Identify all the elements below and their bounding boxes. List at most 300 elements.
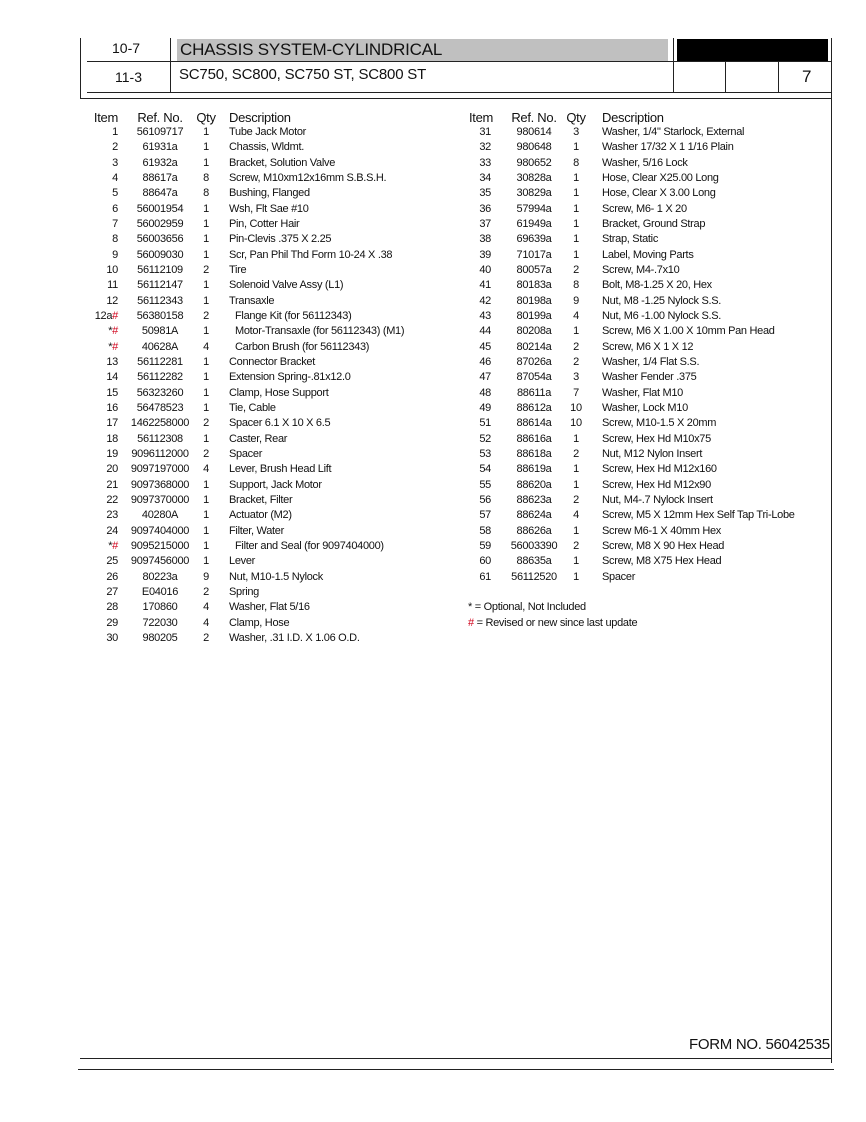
description: Screw, M6 X 1 X 12 (602, 340, 694, 353)
ref-number: 980648 (516, 141, 552, 154)
item-number: 10 (106, 263, 118, 276)
table-row (84, 370, 424, 385)
description: Spring (229, 585, 259, 598)
description: Pin-Clevis .375 X 2.25 (229, 233, 332, 246)
ref-number: 56009030 (136, 248, 184, 261)
description: Bolt, M8-1.25 X 20, Hex (602, 279, 712, 292)
table-row (469, 202, 829, 217)
item-number: 13 (106, 355, 118, 368)
item-number: 14 (106, 371, 118, 384)
description: Screw, M10-1.5 X 20mm (602, 417, 717, 430)
description: Screw, M8 X 90 Hex Head (602, 539, 725, 552)
table-row (469, 554, 829, 569)
item-number: 23 (106, 509, 118, 522)
table-row (84, 600, 424, 615)
description: Transaxle (229, 294, 275, 307)
ref-number: 170860 (142, 601, 178, 614)
table-row (469, 263, 829, 278)
item-number: 36 (479, 202, 491, 215)
table-row (469, 539, 829, 554)
description: Spacer (602, 570, 636, 583)
frame-divider-line (673, 38, 674, 92)
item-number: 48 (479, 386, 491, 399)
quantity: 2 (203, 417, 209, 430)
ref-number: 9095215000 (130, 539, 190, 552)
item-number: 57 (479, 509, 491, 522)
ref-number: 40628A (141, 340, 179, 353)
description: Filter and Seal (for 9097404000) (235, 539, 384, 552)
quantity: 1 (203, 493, 209, 506)
item-number: 27 (106, 585, 118, 598)
description: Clamp, Hose (229, 616, 290, 629)
description: Connector Bracket (229, 355, 315, 368)
item-number: 39 (479, 248, 491, 261)
quantity: 2 (573, 493, 579, 506)
table-row (469, 140, 829, 155)
footer-rule (80, 1058, 832, 1059)
quantity: 1 (573, 325, 579, 338)
table-row (469, 278, 829, 293)
table-row (84, 570, 424, 585)
table-row (84, 508, 424, 523)
item-number: 30 (106, 631, 118, 644)
table-row (84, 493, 424, 508)
description: Actuator (M2) (229, 509, 292, 522)
quantity: 4 (573, 309, 579, 322)
ref-number: 980652 (516, 156, 552, 169)
quantity: 2 (203, 263, 209, 276)
page-number-bottom: 11-3 (115, 69, 142, 85)
ref-number: 88624a (516, 509, 552, 522)
ref-number: 61931a (142, 141, 178, 154)
item-number: *# (108, 340, 118, 353)
quantity: 1 (573, 217, 579, 230)
item-number: 7 (112, 217, 118, 230)
description: Washer, Flat 5/16 (229, 601, 310, 614)
description: Screw, Hex Hd M12x160 (602, 463, 717, 476)
ref-number: 9097456000 (130, 555, 190, 568)
quantity: 1 (203, 478, 209, 491)
quantity: 2 (573, 447, 579, 460)
ref-number: 61949a (516, 217, 552, 230)
quantity: 3 (573, 126, 579, 138)
quantity: 1 (573, 187, 579, 200)
item-number: 55 (479, 478, 491, 491)
description: Pin, Cotter Hair (229, 217, 300, 230)
revised-mark: # (112, 340, 118, 353)
description: Screw, Hex Hd M12x90 (602, 478, 711, 491)
item-number: 56 (479, 493, 491, 506)
description: Nut, M12 Nylon Insert (602, 447, 703, 460)
item-number: 18 (106, 432, 118, 445)
quantity: 1 (203, 294, 209, 307)
frame-right-line (831, 38, 832, 1063)
table-row (469, 156, 829, 171)
quantity: 9 (203, 570, 209, 583)
description: Lever, Brush Head Lift (229, 463, 332, 476)
ref-number: 80214a (516, 340, 552, 353)
section-title: CHASSIS SYSTEM-CYLINDRICAL (180, 40, 443, 59)
ref-number: 80223a (142, 570, 178, 583)
quantity: 1 (203, 555, 209, 568)
quantity: 1 (203, 325, 209, 338)
description: Washer, 5/16 Lock (602, 156, 688, 169)
table-row (469, 186, 829, 201)
item-number: 12a# (94, 309, 118, 322)
item-number: 2 (112, 141, 118, 154)
table-row (84, 616, 424, 631)
revised-note-text: = Revised or new since last update (473, 616, 638, 629)
quantity: 1 (203, 126, 209, 138)
ref-number: 56478523 (136, 401, 184, 414)
item-number: 47 (479, 371, 491, 384)
ref-number: 56109717 (136, 126, 184, 138)
quantity: 1 (573, 432, 579, 445)
item-number: 16 (106, 401, 118, 414)
quantity: 4 (573, 509, 579, 522)
quantity: 1 (573, 555, 579, 568)
quantity: 1 (203, 401, 209, 414)
description: Screw, M8 X75 Hex Head (602, 555, 722, 568)
table-row (84, 232, 424, 247)
table-row (469, 294, 829, 309)
quantity: 1 (573, 570, 579, 583)
quantity: 1 (573, 524, 579, 537)
quantity: 10 (570, 401, 582, 414)
ref-number: 80198a (516, 294, 552, 307)
revised-mark: # (112, 539, 118, 552)
ref-number: 9097404000 (130, 524, 190, 537)
item-number: *# (108, 325, 118, 338)
quantity: 1 (573, 248, 579, 261)
ref-number: 30829a (516, 187, 552, 200)
item-number: 12 (106, 294, 118, 307)
table-row (469, 447, 829, 462)
table-row (469, 462, 829, 477)
table-header (469, 110, 829, 125)
item-number: 1 (112, 126, 118, 138)
description: Chassis, Wldmt. (229, 141, 304, 154)
table-row (469, 524, 829, 539)
description: Bracket, Filter (229, 493, 293, 506)
quantity: 2 (573, 539, 579, 552)
table-row (84, 140, 424, 155)
ref-number: 61932a (142, 156, 178, 169)
ref-number: 980205 (142, 631, 178, 644)
table-row (84, 585, 424, 600)
item-number: 6 (112, 202, 118, 215)
ref-number: 56380158 (136, 309, 184, 322)
description: Bracket, Ground Strap (602, 217, 706, 230)
ref-number: 88626a (516, 524, 552, 537)
quantity: 8 (573, 156, 579, 169)
description: Tube Jack Motor (229, 126, 307, 138)
quantity: 1 (203, 217, 209, 230)
table-row (469, 248, 829, 263)
description: Screw M6-1 X 40mm Hex (602, 524, 722, 537)
table-row (84, 401, 424, 416)
quantity: 4 (203, 340, 209, 353)
table-row (84, 171, 424, 186)
item-number: 41 (479, 279, 491, 292)
item-number: 49 (479, 401, 491, 414)
item-number: 38 (479, 233, 491, 246)
ref-number: 56112343 (137, 294, 183, 307)
ref-number: 30828a (516, 171, 552, 184)
description: Tire (229, 263, 247, 276)
description: Nut, M4-.7 Nylock Insert (602, 493, 713, 506)
quantity: 1 (203, 539, 209, 552)
column-header-ref: Ref. No. (511, 110, 557, 125)
description: Flange Kit (for 56112343) (235, 309, 352, 322)
table-row (469, 217, 829, 232)
table-row (84, 340, 424, 355)
quantity: 1 (203, 509, 209, 522)
description: Motor-Transaxle (for 56112343) (M1) (235, 325, 405, 338)
quantity: 1 (203, 355, 209, 368)
quantity: 10 (570, 417, 582, 430)
item-number: 61 (479, 570, 491, 583)
ref-number: 50981A (141, 325, 179, 338)
item-number: 17 (106, 417, 118, 430)
ref-number: 80199a (516, 309, 552, 322)
quantity: 2 (203, 309, 209, 322)
table-row (469, 570, 829, 585)
black-tab-marker (677, 39, 828, 61)
description: Nut, M6 -1.00 Nylock S.S. (602, 309, 722, 322)
description: Bushing, Flanged (229, 187, 310, 200)
table-row (469, 324, 829, 339)
table-row (84, 416, 424, 431)
table-row (84, 125, 424, 140)
description: Hose, Clear X 3.00 Long (602, 187, 716, 200)
item-number: 44 (479, 325, 491, 338)
description: Caster, Rear (229, 432, 288, 445)
item-number: 43 (479, 309, 491, 322)
table-row (469, 416, 829, 431)
ref-number: 56323260 (136, 386, 184, 399)
ref-number: 56112281 (137, 355, 183, 368)
description: Hose, Clear X25.00 Long (602, 171, 719, 184)
table-row (84, 631, 424, 646)
parts-table-right (469, 110, 829, 585)
quantity: 8 (203, 187, 209, 200)
table-row (84, 478, 424, 493)
item-number: 25 (106, 555, 118, 568)
quantity: 3 (573, 371, 579, 384)
item-number: 28 (106, 601, 118, 614)
description: Washer, Flat M10 (602, 386, 683, 399)
description: Label, Moving Parts (602, 248, 694, 261)
ref-number: 56003390 (510, 539, 558, 552)
table-row (469, 370, 829, 385)
ref-number: 80057a (516, 263, 552, 276)
item-number: 3 (112, 156, 118, 169)
quantity: 7 (573, 386, 579, 399)
ref-number: 71017a (516, 248, 552, 261)
table-row (469, 386, 829, 401)
item-number: 40 (479, 263, 491, 276)
item-number: 8 (112, 233, 118, 246)
table-row (469, 340, 829, 355)
table-row (84, 278, 424, 293)
ref-number: 980614 (516, 126, 552, 138)
ref-number: 88617a (142, 171, 178, 184)
item-number: 35 (479, 187, 491, 200)
table-row (469, 355, 829, 370)
description: Washer, .31 I.D. X 1.06 O.D. (229, 631, 360, 644)
ref-number: 56112147 (137, 279, 183, 292)
revised-mark: # (112, 309, 118, 322)
quantity: 1 (573, 202, 579, 215)
quantity: 1 (203, 524, 209, 537)
item-number: 34 (479, 171, 491, 184)
item-number: 52 (479, 432, 491, 445)
column-header-description: Description (602, 110, 664, 125)
item-number: 45 (479, 340, 491, 353)
item-number: 53 (479, 447, 491, 460)
frame-divider-line (170, 38, 171, 92)
column-header-qty: Qty (566, 110, 586, 125)
ref-number: 56112308 (137, 432, 183, 445)
quantity: 4 (203, 616, 209, 629)
description: Nut, M10-1.5 Nylock (229, 570, 323, 583)
description: Extension Spring-.81x12.0 (229, 371, 351, 384)
table-row (469, 232, 829, 247)
ref-number: 88614a (516, 417, 552, 430)
item-number: 51 (479, 417, 491, 430)
description: Filter, Water (229, 524, 284, 537)
ref-number: 9096112000 (131, 447, 189, 460)
table-row (84, 217, 424, 232)
table-row (84, 432, 424, 447)
ref-number: 9097368000 (130, 478, 190, 491)
ref-number: 40280A (141, 509, 179, 522)
item-number: 31 (479, 126, 491, 138)
ref-number: 9097197000 (130, 463, 190, 476)
description: Washer, 1/4" Starlock, External (602, 126, 745, 138)
quantity: 2 (203, 631, 209, 644)
quantity: 1 (203, 156, 209, 169)
quantity: 1 (203, 386, 209, 399)
ref-number: 80183a (516, 279, 552, 292)
description: Washer, 1/4 Flat S.S. (602, 355, 700, 368)
form-number: FORM NO. 56042535 (689, 1036, 830, 1053)
quantity: 1 (203, 233, 209, 246)
quantity: 1 (573, 478, 579, 491)
model-list: SC750, SC800, SC750 ST, SC800 ST (179, 66, 427, 83)
frame-divider-line (725, 62, 726, 92)
ref-number: 56112282 (137, 371, 183, 384)
ref-number: 87026a (516, 355, 552, 368)
item-number: 19 (106, 447, 118, 460)
table-row (84, 386, 424, 401)
description: Screw, M6 X 1.00 X 10mm Pan Head (602, 325, 775, 338)
column-header-qty: Qty (196, 110, 216, 125)
table-row (84, 186, 424, 201)
table-row (469, 401, 829, 416)
table-row (84, 309, 424, 324)
table-row (469, 493, 829, 508)
quantity: 1 (203, 141, 209, 154)
table-row (84, 202, 424, 217)
quantity: 1 (573, 233, 579, 246)
description: Screw, M5 X 12mm Hex Self Tap Tri-Lobe (602, 509, 795, 522)
item-number: 9 (112, 248, 118, 261)
item-number: 60 (479, 555, 491, 568)
header-rule (80, 98, 832, 99)
description: Lever (229, 555, 256, 568)
frame-divider-line (778, 62, 779, 92)
frame-left-line (80, 38, 81, 98)
description: Washer 17/32 X 1 1/16 Plain (602, 141, 734, 154)
header-mid-line (87, 61, 832, 62)
table-row (84, 447, 424, 462)
item-number: 22 (106, 493, 118, 506)
quantity: 1 (203, 202, 209, 215)
ref-number: 1462258000 (130, 417, 190, 430)
description: Strap, Static (602, 233, 659, 246)
description: Nut, M8 -1.25 Nylock S.S. (602, 294, 722, 307)
quantity: 9 (573, 294, 579, 307)
ref-number: 88611a (516, 386, 552, 399)
column-header-description: Description (229, 110, 291, 125)
quantity: 1 (203, 248, 209, 261)
sheet-number: 7 (802, 67, 812, 86)
ref-number: 88612a (516, 401, 552, 414)
ref-number: 87054a (516, 371, 552, 384)
table-header (84, 110, 424, 125)
table-row (469, 478, 829, 493)
item-number: 15 (106, 386, 118, 399)
ref-number: 88616a (516, 432, 552, 445)
description: Screw, M4-.7x10 (602, 263, 680, 276)
header-bottom-line (87, 92, 832, 93)
page-number-top: 10-7 (112, 40, 141, 56)
revised-mark: # (112, 325, 118, 338)
quantity: 2 (573, 355, 579, 368)
ref-number: 80208a (516, 325, 552, 338)
table-row (469, 508, 829, 523)
quantity: 1 (203, 432, 209, 445)
ref-number: 88618a (516, 447, 552, 460)
ref-number: 88619a (516, 463, 552, 476)
ref-number: 56112520 (511, 570, 557, 583)
quantity: 8 (573, 279, 579, 292)
quantity: 2 (203, 447, 209, 460)
description: Washer Fender .375 (602, 371, 697, 384)
revised-note (468, 616, 637, 632)
description: Support, Jack Motor (229, 478, 322, 491)
quantity: 4 (203, 601, 209, 614)
quantity: 2 (573, 263, 579, 276)
item-number: 5 (112, 187, 118, 200)
item-number: 21 (106, 478, 118, 491)
description: Screw, M6- 1 X 20 (602, 202, 687, 215)
item-number: 54 (479, 463, 491, 476)
table-row (84, 294, 424, 309)
description: Scr, Pan Phil Thd Form 10-24 X .38 (229, 248, 393, 261)
description: Spacer (229, 447, 263, 460)
parts-table-left (84, 110, 424, 646)
table-row (84, 539, 424, 554)
item-number: 37 (479, 217, 491, 230)
item-number: 59 (479, 539, 491, 552)
item-number: 46 (479, 355, 491, 368)
table-row (84, 156, 424, 171)
table-row (84, 554, 424, 569)
column-header-item: Item (469, 110, 494, 125)
